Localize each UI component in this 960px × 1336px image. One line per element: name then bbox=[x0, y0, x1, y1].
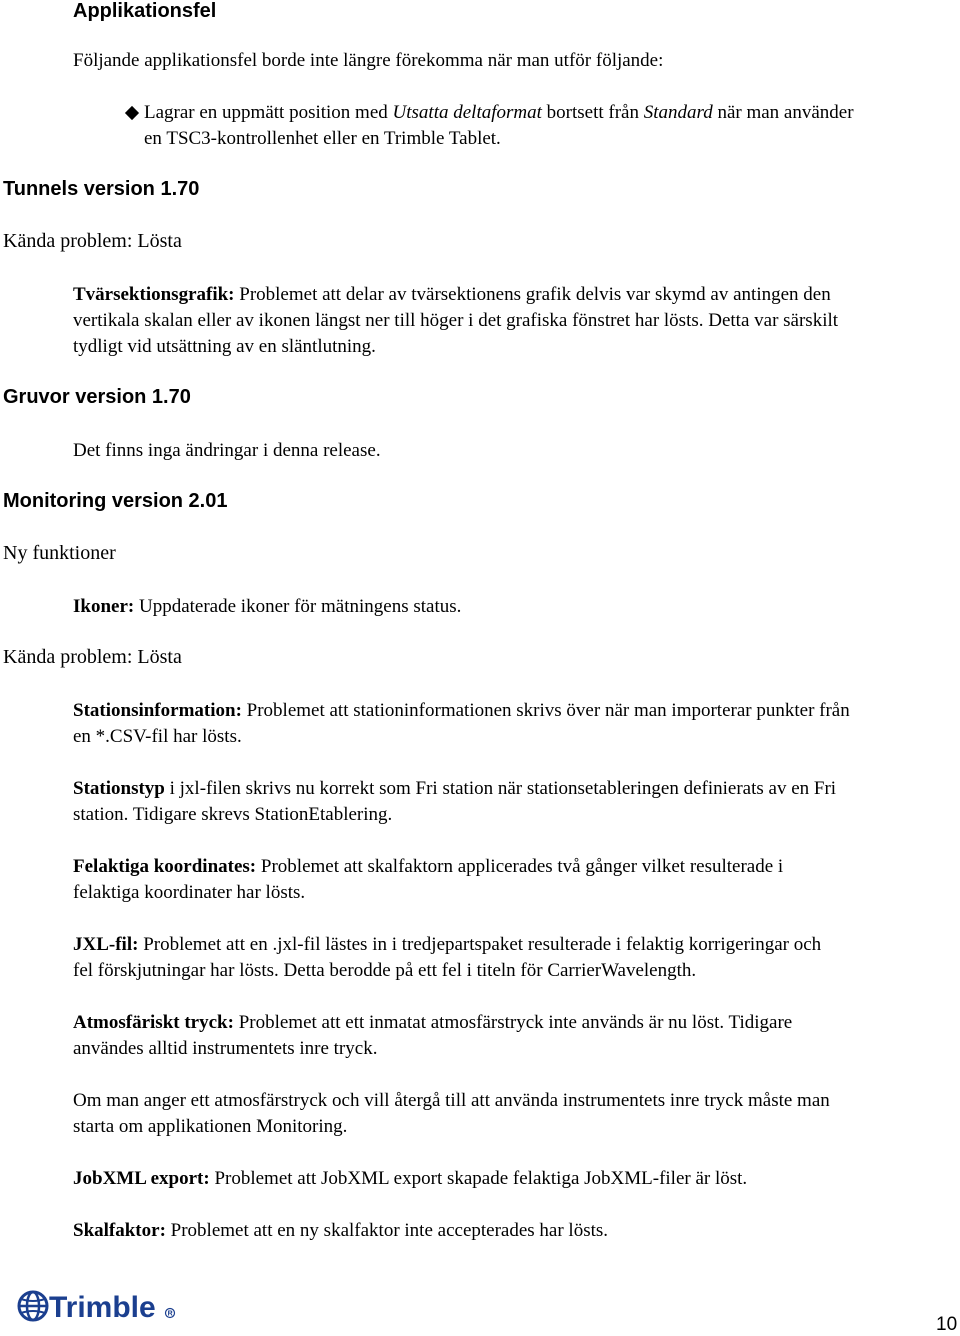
omman-line-2: starta om applikationen Monitoring. bbox=[73, 1116, 348, 1137]
gruvor-text: Det finns inga ändringar i denna release. bbox=[73, 440, 381, 461]
ikoner-item: Ikoner: Uppdaterade ikoner för mätningens status. bbox=[73, 596, 462, 617]
stationstyp-line-1: Stationstyp i jxl-filen skrivs nu korrekt som Fri station när stationsetableringen definierats av en Fri bbox=[73, 778, 837, 799]
stationstyp-line-2: station. Tidigare skrevs StationEtablering. bbox=[73, 804, 393, 825]
felaktiga-line-1: Felaktiga koordinates: Problemet att skalfaktorn applicerades två gånger vilket resulterade i bbox=[73, 856, 784, 877]
omman-line-1: Om man anger ett atmosfärstryck och vill återgå till att använda instrumentets inre tryck måste man bbox=[73, 1090, 830, 1111]
svg-text:R: R bbox=[167, 1310, 173, 1318]
bullet-line-2: en TSC3-kontrollenhet eller en Trimble Tablet. bbox=[144, 128, 501, 149]
felaktiga-line-2: felaktiga koordinater har lösts. bbox=[73, 882, 306, 903]
jxl-line-2: fel förskjutningar har lösts. Detta berodde på ett fel i titeln för CarrierWavelength. bbox=[73, 960, 697, 981]
subheading-ny-funktioner: Ny funktioner bbox=[3, 542, 116, 564]
atmos-line-1: Atmosfäriskt tryck: Problemet att ett inmatat atmosfärstryck inte används är nu löst. Tidigare bbox=[73, 1012, 793, 1033]
registered-mark-icon bbox=[166, 1309, 175, 1318]
bullet-line-1: Lagrar en uppmätt position med Utsatta deltaformat bortsett från Standard när man använder bbox=[144, 102, 854, 123]
jxl-line-1: JXL-fil: Problemet att en .jxl-fil lästes in i tredjepartspaket resulterade i felaktig korrigeringar och bbox=[73, 934, 822, 955]
stationsinfo-line-2: en *.CSV-fil har lösts. bbox=[73, 726, 242, 747]
subheading-kanda-problem-tunnels: Kända problem: Lösta bbox=[3, 230, 182, 252]
page-number: 10 bbox=[936, 1314, 958, 1335]
applikationsfel-intro: Följande applikationsfel borde inte längre förekomma när man utför följande: bbox=[73, 50, 664, 71]
tunnels-item-line-3: tydligt vid utsättning av en släntlutning. bbox=[73, 336, 376, 357]
section-heading-gruvor: Gruvor version 1.70 bbox=[3, 386, 191, 408]
trimble-globe-icon bbox=[19, 1292, 47, 1320]
tunnels-item-line-1: Tvärsektionsgrafik: Problemet att delar av tvärsektionens grafik delvis var skymd av antingen den bbox=[73, 284, 831, 305]
diamond-bullet-icon bbox=[125, 106, 139, 120]
section-heading-applikationsfel: Applikationsfel bbox=[73, 0, 217, 22]
section-heading-tunnels: Tunnels version 1.70 bbox=[3, 178, 200, 200]
subheading-kanda-problem-monitoring: Kända problem: Lösta bbox=[3, 646, 182, 668]
stationsinfo-line-1: Stationsinformation: Problemet att stationinformationen skrivs över när man importerar punkter från bbox=[73, 700, 850, 721]
atmos-line-2: användes alltid instrumentets inre tryck. bbox=[73, 1038, 378, 1059]
skalfaktor-line: Skalfaktor: Problemet att en ny skalfaktor inte accepterades har lösts. bbox=[73, 1220, 609, 1241]
trimble-logo-text: Trimble bbox=[49, 1291, 156, 1323]
section-heading-monitoring: Monitoring version 2.01 bbox=[3, 490, 228, 512]
jobxml-line: JobXML export: Problemet att JobXML export skapade felaktiga JobXML-filer är löst. bbox=[73, 1168, 748, 1189]
trimble-logo bbox=[16, 1287, 176, 1323]
tunnels-item-line-2: vertikala skalan eller av ikonen längst ner till höger i det grafiska fönstret har lösts. Detta var särskilt bbox=[73, 310, 839, 331]
